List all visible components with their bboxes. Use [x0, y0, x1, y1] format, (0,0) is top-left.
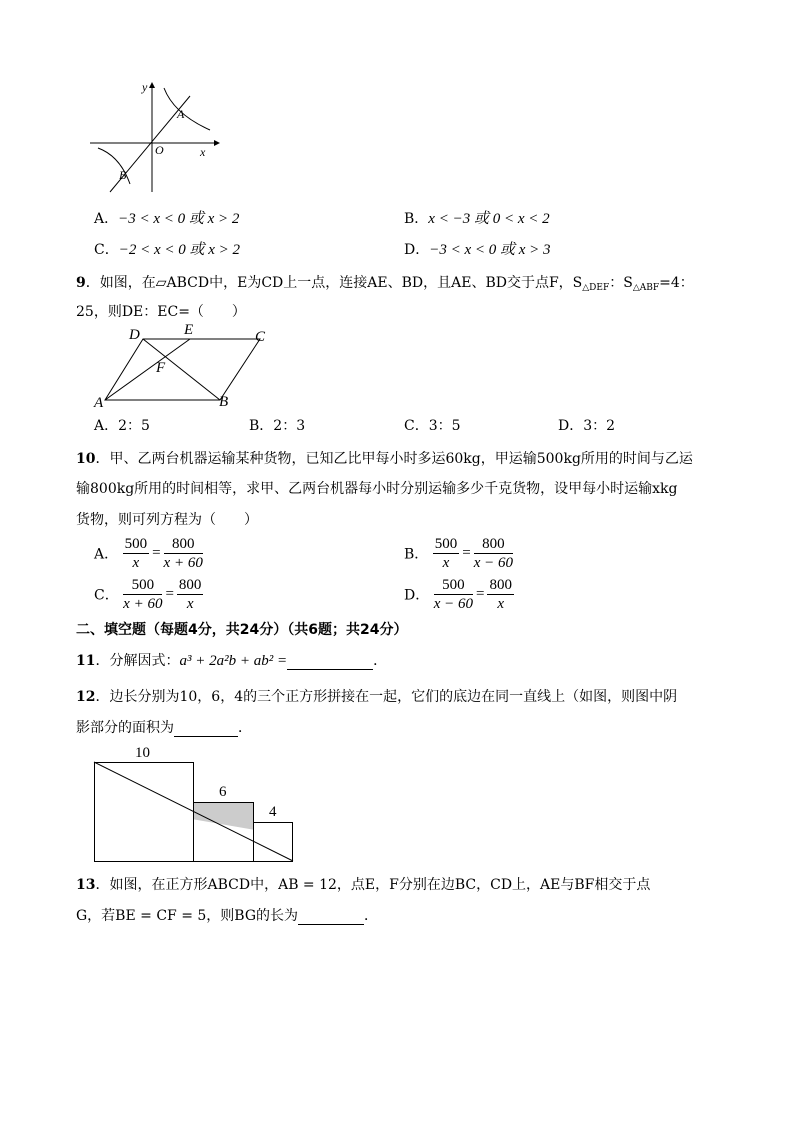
equals-sign: =	[462, 545, 471, 561]
fraction-right	[474, 535, 513, 572]
q9-option-c[interactable]	[404, 415, 461, 435]
q9-option-b[interactable]	[249, 415, 305, 435]
q10-option-b[interactable]	[404, 535, 513, 572]
option-label: C．	[404, 418, 429, 434]
q10-option-d[interactable]	[404, 576, 514, 613]
denominator: x − 60	[473, 555, 513, 571]
q11-stem	[76, 650, 387, 670]
numerator: 800	[164, 535, 203, 554]
q9-sub-abf: △ABF	[632, 283, 660, 293]
q10-number: 10	[76, 451, 96, 467]
numerator: 500	[124, 536, 148, 552]
numerator: 800	[489, 577, 512, 593]
q8-option-a[interactable]	[94, 207, 239, 228]
q13-stem-line2	[76, 905, 378, 925]
option-label: B．	[404, 546, 429, 563]
option-text: −2 < x < 0 或 x > 2	[118, 242, 241, 258]
q13-answer-blank[interactable]	[298, 908, 364, 925]
denominator: x	[186, 596, 194, 612]
numerator: 800	[178, 577, 202, 593]
fraction-left	[123, 576, 162, 613]
q13-text: ．如图，在正方形ABCD中，AB = 12，点E，F分别在边BC，CD上，AE与BF相交于点	[95, 877, 651, 893]
q11-number: 11	[76, 653, 96, 669]
numerator: 500	[434, 536, 458, 552]
q10-stem-line2: 输800kg所用的时间相等，求甲、乙两台机器每小时分别运输多少千克货物，设甲每小时运输xkg	[76, 481, 678, 497]
option-text: 2：5	[118, 418, 150, 434]
option-text: −3 < x < 0 或 x > 2	[118, 211, 240, 227]
q10-text: ．甲、乙两台机器运输某种货物，已知乙比甲每小时多运60kg，甲运输500kg所用的时间与乙运	[95, 451, 693, 467]
q10-option-c[interactable]	[94, 576, 203, 613]
q12-label-6: 6	[219, 784, 227, 800]
q9-label-e: E	[184, 322, 194, 338]
q8-point-a-label: A	[177, 107, 185, 121]
q9-label-c: C	[255, 329, 266, 345]
q12-stem-line1	[76, 686, 677, 706]
q9-text: ．如图，在▱ABCD中，E为CD上一点，连接AE、BD，且AE、BD交于点F，S	[85, 275, 583, 291]
q13-number: 13	[76, 877, 96, 893]
q12-label-10: 10	[135, 745, 150, 761]
q13-text: G，若BE = CF = 5，则BG的长为	[76, 908, 299, 924]
q8-option-c[interactable]	[94, 238, 240, 259]
q11-answer-blank[interactable]	[287, 653, 373, 670]
option-label: D．	[404, 587, 430, 604]
denominator: x	[132, 555, 140, 571]
q9-option-a[interactable]	[94, 415, 150, 435]
q10-stem-line3: 货物，则可列方程为（ ）	[76, 512, 258, 528]
q11-end: ．	[373, 653, 388, 669]
option-label: C．	[94, 587, 119, 604]
numerator: 500	[123, 576, 162, 595]
fraction-left	[123, 535, 150, 572]
q12-label-4: 4	[269, 804, 277, 820]
fraction-right	[177, 576, 204, 613]
q10-option-a[interactable]	[94, 535, 203, 572]
q8-x-label: x	[200, 145, 206, 159]
denominator: x	[497, 596, 505, 612]
q8-y-label: y	[142, 80, 148, 94]
fraction-left	[434, 576, 473, 613]
fraction-right	[164, 535, 203, 572]
equals-sign: =	[165, 586, 174, 602]
q9-label-d: D	[129, 327, 140, 343]
q9-sub-def: △DEF	[582, 283, 610, 293]
fraction-left	[433, 535, 460, 572]
option-label: A．	[94, 418, 119, 434]
option-label: A．	[94, 546, 119, 563]
q9-stem-line1	[76, 272, 694, 293]
q8-origin-label: O	[155, 143, 164, 157]
denominator: x + 60	[163, 555, 203, 571]
numerator: 800	[474, 535, 513, 554]
section-heading: 二、填空题（每题4分，共24分）（共6题；共24分）	[76, 622, 408, 638]
q9-number: 9	[76, 275, 86, 291]
equals-sign: =	[152, 545, 161, 561]
option-text: 3：5	[428, 418, 461, 434]
q11-expression: a³ + 2a²b + ab² =	[179, 653, 288, 669]
option-label: D．	[404, 242, 430, 258]
q9-text-tail: =4：	[659, 275, 694, 291]
q8-graph	[90, 80, 220, 195]
q13-stem-line1	[76, 874, 650, 894]
option-text: 3：2	[583, 418, 616, 434]
q12-number: 12	[76, 689, 96, 705]
q11-text: ．分解因式：	[95, 653, 180, 669]
fraction-right	[487, 576, 514, 613]
q12-text: ．边长分别为10，6，4的三个正方形拼接在一起，它们的底边在同一直线上（如图，则图中阴	[95, 689, 678, 705]
q9-label-f: F	[156, 360, 166, 376]
q8-point-b-label: B	[119, 168, 127, 182]
q12-answer-blank[interactable]	[174, 720, 238, 737]
q9-stem-line2: 25，则DE：EC=（ ）	[76, 304, 246, 320]
q12-text: 影部分的面积为	[76, 720, 174, 736]
q12-stem-line2	[76, 717, 252, 737]
option-text: x < −3 或 0 < x < 2	[428, 211, 550, 227]
option-label: B．	[249, 418, 274, 434]
numerator: 500	[434, 576, 473, 595]
option-label: A．	[94, 211, 119, 227]
q10-stem-line1	[76, 448, 693, 468]
q8-option-b[interactable]	[404, 207, 550, 228]
q13-end: ．	[364, 908, 379, 924]
option-text: 2：3	[273, 418, 306, 434]
q12-squares-figure	[94, 762, 294, 862]
q12-end: ．	[238, 720, 252, 736]
option-label: B．	[404, 211, 429, 227]
denominator: x + 60	[123, 596, 163, 612]
q8-option-d[interactable]	[404, 238, 551, 259]
q9-label-b: B	[219, 394, 229, 410]
option-label: C．	[94, 242, 119, 258]
option-text: −3 < x < 0 或 x > 3	[429, 242, 551, 258]
denominator: x − 60	[433, 596, 473, 612]
q9-text-mid: ：S	[609, 275, 633, 291]
option-label: D．	[558, 418, 584, 434]
equals-sign: =	[475, 586, 485, 602]
denominator: x	[442, 555, 450, 571]
q9-option-d[interactable]	[558, 415, 615, 435]
q9-label-a: A	[94, 395, 104, 411]
